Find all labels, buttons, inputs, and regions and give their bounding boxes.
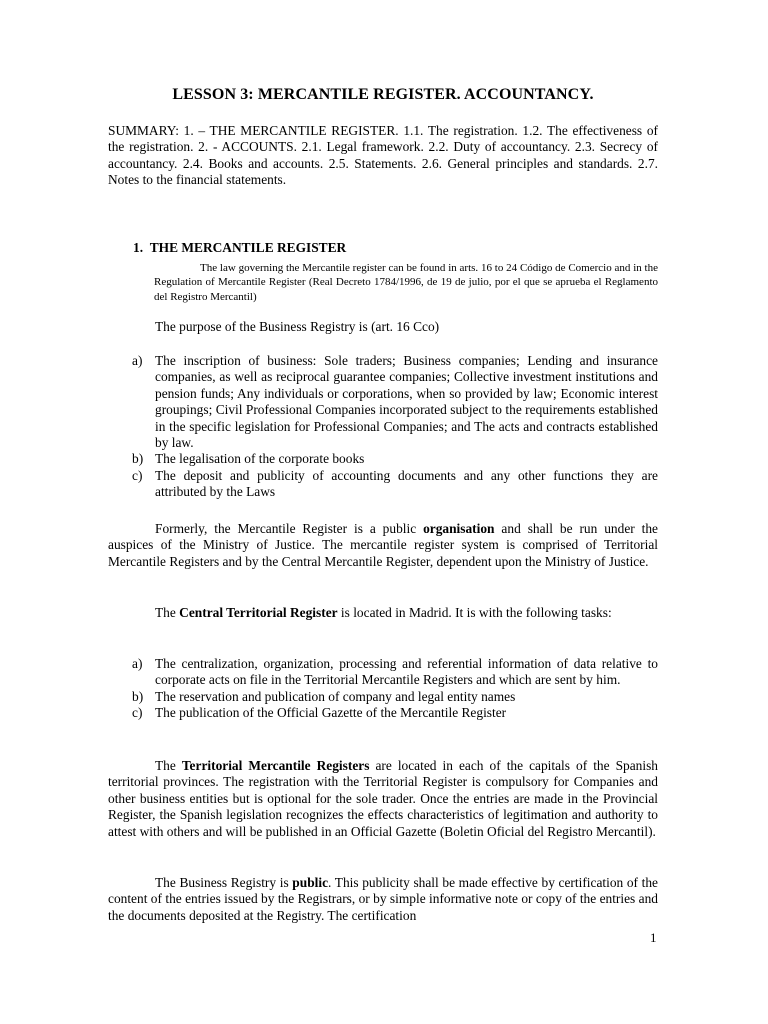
lesson-title: LESSON 3: MERCANTILE REGISTER. ACCOUNTANCY. [172,86,594,103]
central-paragraph [108,605,658,621]
list-text: The inscription of business: Sole traders; Business companies; Lending and insurance companies, as well as reciprocal guarantee companies; Collective investment institutions and pension funds; Any individuals or corporations, when so provided by law; Economic interest groupings; Civil Professional Companies incorporated subject to the requirements established in the specific legislation for Professional Companies; and The acts and contracts established by law. [155,353,658,451]
list-item [108,451,658,467]
page-number: 1 [650,930,657,945]
text-run: . This publicity shall be made effective by certification of the content of the entries issued by the Registrars, or by simple informative note or copy of the entries and the documents deposited at the Registry. The certification [108,875,658,923]
bold-term: organisation [423,521,495,536]
list-marker: c) [132,705,143,721]
list-text: The deposit and publicity of accounting documents and any other functions they are attributed by the Laws [155,467,658,500]
list-text: The legalisation of the corporate books [155,451,365,467]
list-marker: c) [132,467,143,483]
list-item [108,468,658,501]
formerly-paragraph [108,521,658,570]
list-item [108,705,658,721]
summary-rest: . 1.1. The registration. 1.2. The effectiveness of the registration. 2. - ACCOUNTS. 2.1. Legal framework. 2.2. Duty of accountancy. 2.3. Secrecy of accountancy. 2.4. Books and accounts. 2.5. Statements. 2.6. General principles and standards. 2.7. Notes to the financial statements. [108,123,658,188]
legal-note: The law governing the Mercantile register can be found in arts. 16 to 24 Código de Comercio and in the Regulation of Mercantile Register (Real Decreto 1784/1996, de 19 de julio, por el que se aprueba el Reglamento del Registro Mercantil) [154,262,658,303]
public-paragraph [108,875,658,924]
purpose-line: The purpose of the Business Registry is (art. 16 Cco) [155,319,440,334]
list-text: The publication of the Official Gazette of the Mercantile Register [155,705,507,721]
bold-term: Central Territorial Register [179,605,338,620]
list-marker: a) [132,656,143,671]
section-number: 1. [133,240,144,255]
summary-lead: SUMMARY: 1. – THE MERCANTILE REGISTER [108,123,396,138]
central-tasks-list [108,656,658,722]
bold-term: Territorial Mercantile Registers [181,758,370,773]
list-item [108,353,658,451]
text-run: The Business Registry is [155,875,293,890]
text-run: Formerly, the Mercantile Register is a public [155,521,424,536]
list-text: The reservation and publication of company and legal entity names [155,688,516,704]
list-item [108,656,658,689]
list-marker: b) [132,688,144,704]
list-marker: a) [132,353,143,368]
text-run: The [155,605,180,620]
list-text: The centralization, organization, processing and referential information of data relative to corporate acts on file in the Territorial Mercantile Registers and which are sent by him. [155,656,658,688]
territorial-paragraph [108,758,658,840]
bold-term: public [292,875,329,890]
list-marker: b) [132,451,144,467]
purpose-list [108,353,658,501]
text-run: and shall be run under the auspices of the Ministry of Justice. The mercantile register system is comprised of Territorial Mercantile Registers and by the Central Mercantile Register, dependent upon the Ministry of Justice. [108,521,658,569]
list-item [108,689,658,705]
text-run: are located in each of the capitals of the Spanish territorial provinces. The registration with the Territorial Register is compulsory for Companies and other business entities but is optional for the sole trader. Once the entries are made in the Provincial Register, the Spanish legislation recognizes the effects characteristics of legitimation and authority to attest with others and will be published in an Official Gazette (Boletin Oficial del Registro Mercantil). [108,758,658,839]
text-run: The [155,758,182,773]
summary-paragraph [108,123,658,189]
section-heading [133,240,346,256]
text-run: is located in Madrid. It is with the following tasks: [337,605,612,620]
section-title: THE MERCANTILE REGISTER [149,240,347,255]
